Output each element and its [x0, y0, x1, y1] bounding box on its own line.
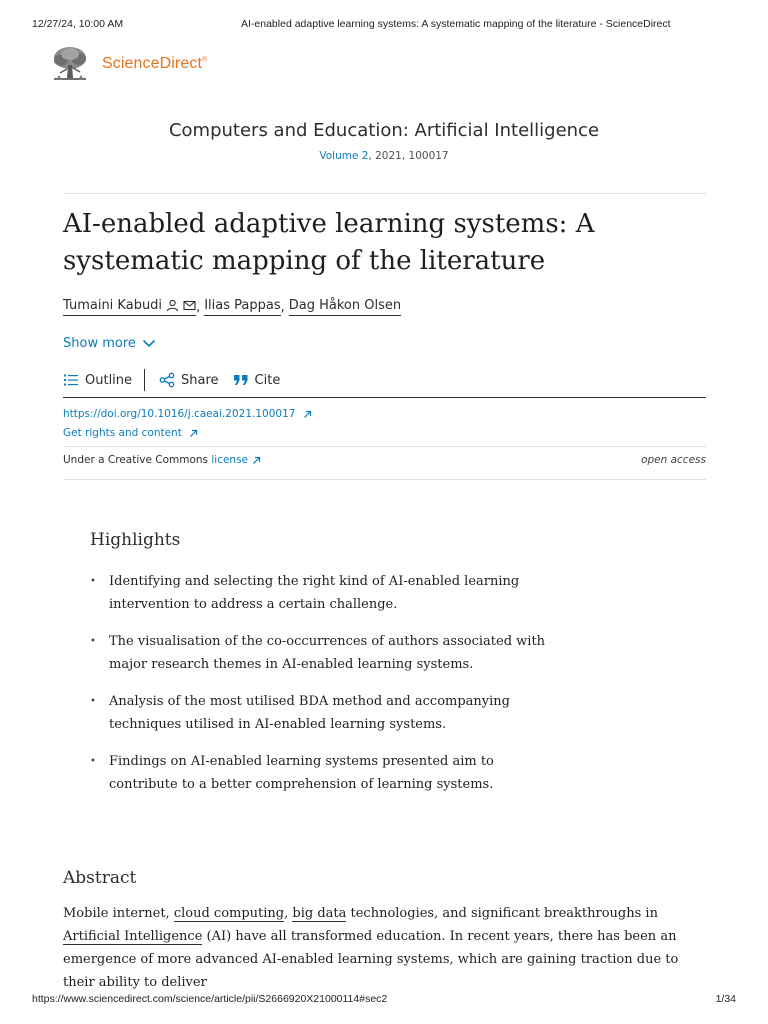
author-name: Tumaini Kabudi [63, 298, 163, 313]
print-url: https://www.sciencedirect.com/science/article/pii/S2666920X21000114#sec2 [32, 993, 388, 1005]
keyword-link[interactable]: big data [292, 906, 347, 921]
license-link-text: license [211, 454, 249, 466]
article-title: AI-enabled adaptive learning systems: A systematic mapping of the literature [63, 209, 595, 276]
list-icon [63, 373, 79, 387]
abstract-text-part: (AI) have all transformed education. In recent years, there has been an emergence of more advanced AI-enabled learning systems, which are gaining traction due to their ability to deliver [63, 929, 679, 990]
outline-label: Outline [85, 372, 133, 388]
external-link-icon [189, 429, 198, 438]
external-link-icon [252, 456, 261, 465]
header-divider [63, 193, 706, 194]
external-link-icon [303, 410, 312, 419]
author-link[interactable] [204, 298, 280, 316]
abstract-text [63, 902, 706, 990]
author-link[interactable] [289, 298, 401, 316]
brand-registered-mark: ® [202, 56, 208, 64]
share-icon [159, 372, 175, 388]
author-separator: , [280, 299, 285, 315]
brand-name [102, 55, 207, 73]
author-name: Dag Håkon Olsen [288, 298, 402, 313]
cite-button[interactable] [233, 373, 281, 388]
person-icon [166, 299, 179, 312]
share-label: Share [181, 372, 219, 388]
highlights-list [90, 570, 560, 810]
open-access-badge: open access [641, 454, 706, 466]
doi-link[interactable] [63, 408, 312, 420]
license-divider [63, 479, 706, 480]
doi-text: https://doi.org/10.1016/j.caeai.2021.100017 [63, 408, 296, 420]
abstract-heading: Abstract [63, 868, 137, 888]
abstract-text-part: technologies, and significant breakthroughs in [346, 906, 658, 921]
license-row [63, 454, 706, 466]
list-item: • The visualisation of the co-occurrences of authors associated with major research themes in AI-enabled learning systems. [90, 630, 560, 676]
author-link[interactable] [63, 298, 196, 316]
print-date: 12/27/24, 10:00 AM [32, 18, 124, 30]
quote-icon [233, 373, 249, 387]
journal-name[interactable]: Computers and Education: Artificial Intelligence [168, 120, 600, 141]
keyword-link[interactable]: Artificial Intelligence [63, 929, 203, 944]
cite-label: Cite [254, 372, 281, 388]
rights-link[interactable] [63, 427, 198, 439]
chevron-down-icon [142, 339, 156, 348]
print-page-number: 1/34 [715, 993, 736, 1005]
print-page-title: AI-enabled adaptive learning systems: A systematic mapping of the literature - ScienceDirect [241, 18, 671, 30]
article-toolbar [63, 368, 280, 392]
links-divider [63, 446, 706, 447]
envelope-icon[interactable] [183, 299, 196, 312]
abstract-text-part: Mobile internet, [63, 906, 174, 921]
highlights-heading: Highlights [90, 530, 181, 550]
list-item: • Findings on AI-enabled learning systems presented aim to contribute to a better comprehension of learning systems. [90, 750, 560, 796]
keyword-link[interactable]: cloud computing [173, 906, 285, 921]
rights-text: Get rights and content [63, 427, 182, 439]
abstract-text-part: , [284, 906, 293, 921]
author-name: Ilias Pappas [204, 298, 281, 313]
toolbar-divider-line [63, 397, 706, 398]
print-header [0, 18, 768, 34]
author-separator: , [196, 299, 201, 315]
brand-name-text: ScienceDirect [102, 55, 203, 72]
outline-button[interactable] [63, 373, 132, 388]
list-item: • Analysis of the most utilised BDA method and accompanying techniques utilised in AI-enabled learning systems. [90, 690, 560, 736]
journal-header [0, 120, 768, 141]
show-more-button[interactable] [63, 336, 156, 351]
share-button[interactable] [159, 372, 219, 388]
sciencedirect-logo[interactable] [50, 44, 207, 84]
journal-meta [0, 150, 768, 162]
journal-details: , 2021, 100017 [368, 150, 449, 162]
author-list [63, 298, 401, 316]
license-link[interactable] [211, 454, 261, 466]
license-prefix: Under a Creative Commons [63, 454, 212, 466]
elsevier-tree-icon [50, 45, 90, 83]
show-more-label: Show more [63, 336, 136, 351]
toolbar-divider [144, 369, 145, 391]
print-footer [0, 993, 768, 1009]
volume-link[interactable]: Volume 2 [319, 150, 369, 162]
list-item: • Identifying and selecting the right kind of AI-enabled learning intervention to address a certain challenge. [90, 570, 560, 616]
